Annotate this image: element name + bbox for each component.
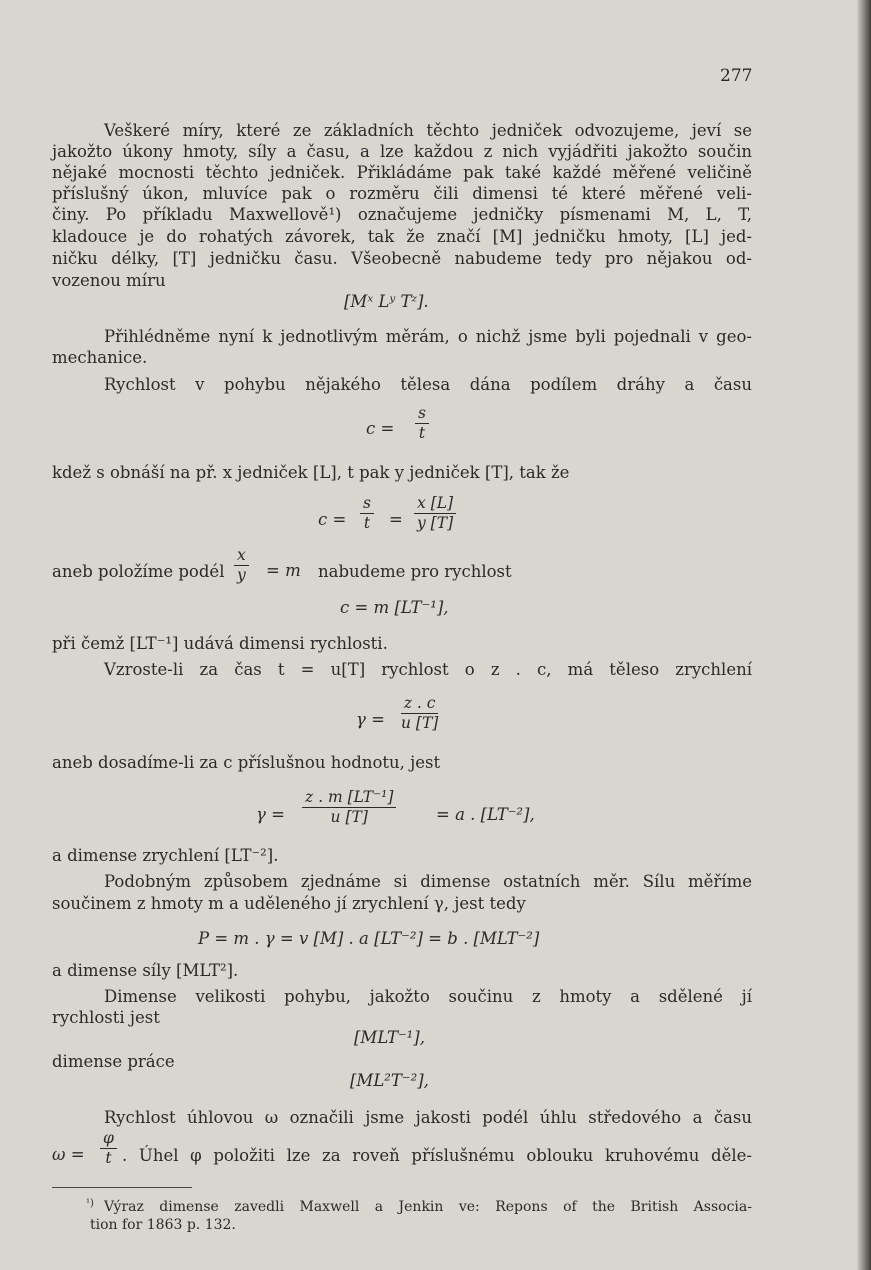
fraction-numerator: x [L] [414,494,456,514]
fraction-numerator: x [234,546,249,566]
text-line: kdež s obnáší na př. x jedniček [L], t pak y jedniček [T], tak že [52,463,570,482]
fraction-denominator: u [T] [401,714,439,732]
fraction-denominator: t [418,424,426,442]
formula-ratio-fraction [234,546,249,585]
text-line: mechanice. [52,348,148,367]
text-line: dimense práce [52,1052,175,1071]
formula-momentum-dimension: [MLT⁻¹], [354,1028,425,1047]
formula-velocity-dimension: c = m [LT⁻¹], [340,598,449,617]
text-line: nějaké mocnosti těchto jedniček. Přikládáme pak také každé měřené veličině [52,163,752,182]
formula-angular-lhs: ω = [52,1145,85,1164]
formula-acceleration2-rhs: = a . [LT⁻²], [436,805,535,824]
fraction-denominator: u [T] [330,808,368,826]
text-line: jakožto úkony hmoty, síly a času, a lze každou z nich vyjádřiti jakožto součin [52,142,752,161]
footnote-rule [52,1187,192,1188]
formula-acceleration-fraction [398,694,441,733]
formula-velocity-fraction [415,404,429,443]
text-line: Rychlost úhlovou ω označili jsme jakosti podél úhlu středového a času [104,1108,752,1127]
text-line: při čemž [LT⁻¹] udává dimensi rychlosti. [52,634,388,653]
formula-velocity2-fraction1 [360,494,374,533]
formula-ratio-rhs: = m [266,561,301,580]
fraction-denominator: y [237,566,246,584]
text-line: součinem z hmoty m a uděleného jí zrychlení γ, jest tedy [52,894,526,913]
text-line: Rychlost v pohybu nějakého tělesa dána podílem dráhy a času [104,375,752,394]
text-line: rychlosti jest [52,1008,160,1027]
text-line: a dimense zrychlení [LT⁻²]. [52,846,279,865]
fraction-denominator: t [363,514,371,532]
text-line: činy. Po příkladu Maxwellově¹) označujeme jedničky písmenami M, L, T, [52,205,752,224]
formula-velocity-lhs: c = [366,419,395,438]
text-line: aneb dosadíme-li za c příslušnou hodnotu, jest [52,753,441,772]
formula-work-dimension: [ML²T⁻²], [350,1071,429,1090]
formula-acceleration2-fraction [302,788,396,827]
footnote-mark: ¹) [86,1198,94,1209]
text-line: aneb položíme podél [52,562,225,581]
formula-acceleration2-lhs: γ = [256,805,285,824]
fraction-numerator: s [415,404,429,424]
text-line: kladouce je do rohatých závorek, tak že značí [M] jedničku hmoty, [L] jed- [52,227,752,246]
text-line: Podobným způsobem zjednáme si dimense ostatních měr. Sílu měříme [104,872,752,891]
text-line: příslušný úkon, mluvíce pak o rozměru čili dimensi té které měřené veli- [52,184,752,203]
fraction-denominator: y [T] [417,514,454,532]
text-line: . Úhel φ položiti lze za roveň příslušnému oblouku kruhovému děle- [122,1146,752,1165]
fraction-denominator: t [105,1149,112,1167]
page-number: 277 [720,66,753,86]
text-line: a dimense síly [MLT²]. [52,961,239,980]
footnote-line: Výraz dimense zavedli Maxwell a Jenkin ve: Repons of the British Associa- [104,1199,752,1215]
fraction-numerator: z . m [LT⁻¹] [302,788,396,808]
formula-equals: = [389,510,403,529]
footnote-line: tion for 1863 p. 132. [90,1217,236,1233]
formula-force: P = m . γ = v [M] . a [LT⁻²] = b . [MLT⁻²] [198,929,540,948]
text-line: Přihlédněme nyní k jednotlivým měrám, o nichž jsme byli pojednali v geo- [104,327,752,346]
formula-acceleration-lhs: γ = [356,710,385,729]
page-edge-shadow [857,0,871,1270]
fraction-numerator: z . c [401,694,439,714]
formula-velocity2-fraction2 [414,494,456,533]
formula-angular-fraction [100,1129,117,1168]
text-line: ničku délky, [T] jedničku času. Všeobecně nabudeme tedy pro nějakou od- [52,249,752,268]
text-line: vozenou míru [52,271,166,290]
fraction-numerator: φ [100,1129,117,1149]
text-line: Dimense velikosti pohybu, jakožto součinu z hmoty a sdělené jí [104,987,752,1006]
fraction-numerator: s [360,494,374,514]
text-line: nabudeme pro rychlost [318,562,512,581]
formula-dimension-general: [Mˣ Lʸ Tᶻ]. [344,292,429,311]
text-line: Veškeré míry, které ze základních těchto jedniček odvozujeme, jeví se [104,121,752,140]
text-line: Vzroste-li za čas t = u[T] rychlost o z . c, má těleso zrychlení [104,660,752,679]
formula-velocity2-lhs: c = [318,510,347,529]
